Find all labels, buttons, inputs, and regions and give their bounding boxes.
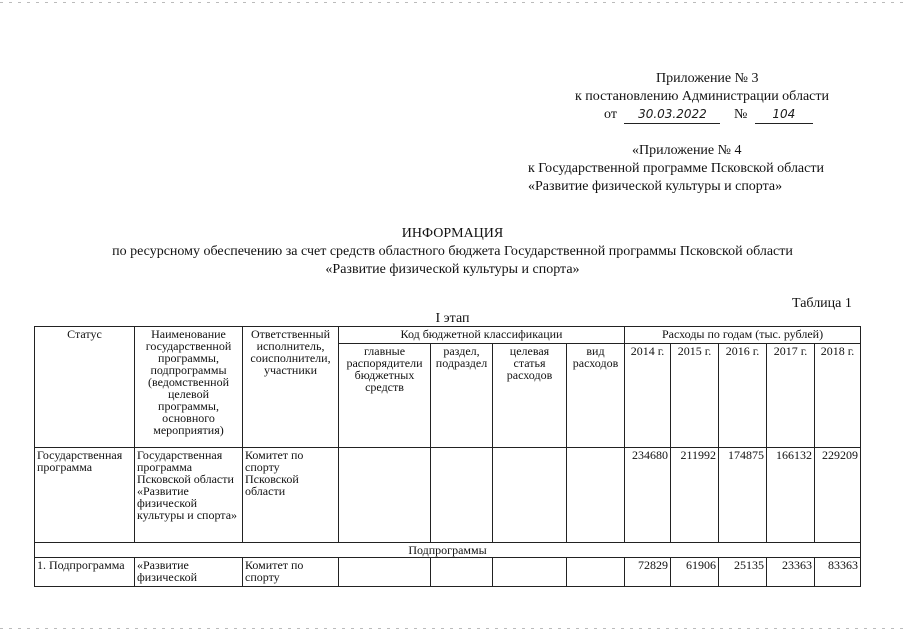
number-label: №	[733, 107, 748, 122]
table-row-section	[35, 543, 861, 558]
sub1-value-2016: 25135	[719, 558, 767, 587]
header-year-2014: 2014 г.	[625, 344, 671, 448]
program-name: Государственная программа Псковской области «Развитие физической культуры и спорта»	[135, 448, 243, 543]
program-value-2016: 174875	[719, 448, 767, 543]
header-code-section: раздел, подраздел	[431, 344, 493, 448]
title-heading: ИНФОРМАЦИЯ	[401, 226, 504, 241]
header-responsible: Ответственный исполнитель, соисполнители, участники	[243, 327, 339, 448]
from-label: от	[604, 107, 617, 122]
section-subprograms: Подпрограммы	[35, 543, 861, 558]
program-value-2014: 234680	[625, 448, 671, 543]
document-date: 30.03.2022	[624, 106, 720, 124]
sub1-code-2	[431, 558, 493, 587]
table-label: Таблица 1	[792, 296, 852, 311]
header-code-main-managers: главные распорядители бюджетных средств	[339, 344, 431, 448]
document-number: 104	[755, 106, 813, 124]
sub1-value-2017: 23363	[767, 558, 815, 587]
program-code-4	[567, 448, 625, 543]
program-code-1	[339, 448, 431, 543]
program-code-3	[493, 448, 567, 543]
sub1-value-2014: 72829	[625, 558, 671, 587]
appendix4-line2: к Государственной программе Псковской области	[528, 161, 824, 176]
appendix4-line3: «Развитие физической культуры и спорта»	[528, 179, 783, 194]
table-row-subprogram-1	[35, 558, 861, 587]
sub1-value-2015: 61906	[671, 558, 719, 587]
header-year-2017: 2017 г.	[767, 344, 815, 448]
appendix4-line1: «Приложение № 4	[632, 143, 742, 158]
scan-edge-bottom	[0, 628, 905, 629]
program-value-2017: 166132	[767, 448, 815, 543]
header-budget-code: Код бюджетной классификации	[339, 327, 625, 344]
header-year-2018: 2018 г.	[815, 344, 861, 448]
appendix3-line1: Приложение № 3	[656, 71, 759, 86]
appendix3-line2: к постановлению Администрации области	[575, 89, 829, 104]
program-code-2	[431, 448, 493, 543]
header-year-2015: 2015 г.	[671, 344, 719, 448]
sub1-code-1	[339, 558, 431, 587]
scan-edge-top	[0, 2, 905, 3]
title-line2: «Развитие физической культуры и спорта»	[325, 262, 580, 277]
table-row-program	[35, 448, 861, 543]
header-year-2016: 2016 г.	[719, 344, 767, 448]
program-value-2015: 211992	[671, 448, 719, 543]
sub1-responsible: Комитет по спорту	[243, 558, 339, 587]
header-expenses: Расходы по годам (тыс. рублей)	[625, 327, 861, 344]
header-row-1	[35, 327, 861, 344]
header-status: Статус	[35, 327, 135, 448]
sub1-code-3	[493, 558, 567, 587]
sub1-code-4	[567, 558, 625, 587]
sub1-value-2018: 83363	[815, 558, 861, 587]
title-line1: по ресурсному обеспечению за счет средств областного бюджета Государственной программы Псковской области	[112, 244, 793, 259]
header-code-type: вид расходов	[567, 344, 625, 448]
sub1-status: 1. Подпрограмма	[35, 558, 135, 587]
sub1-name: «Развитие физической	[135, 558, 243, 587]
program-value-2018: 229209	[815, 448, 861, 543]
resource-table	[34, 326, 861, 587]
header-code-target: целевая статья расходов	[493, 344, 567, 448]
program-status: Государственная программа	[35, 448, 135, 543]
appendix3-date-line	[604, 106, 813, 124]
header-name: Наименование государственной программы, подпрограммы (ведомственной целевой программы, основного мероприятия)	[135, 327, 243, 448]
stage-label: I этап	[435, 311, 470, 326]
program-responsible: Комитет по спорту Псковской области	[243, 448, 339, 543]
